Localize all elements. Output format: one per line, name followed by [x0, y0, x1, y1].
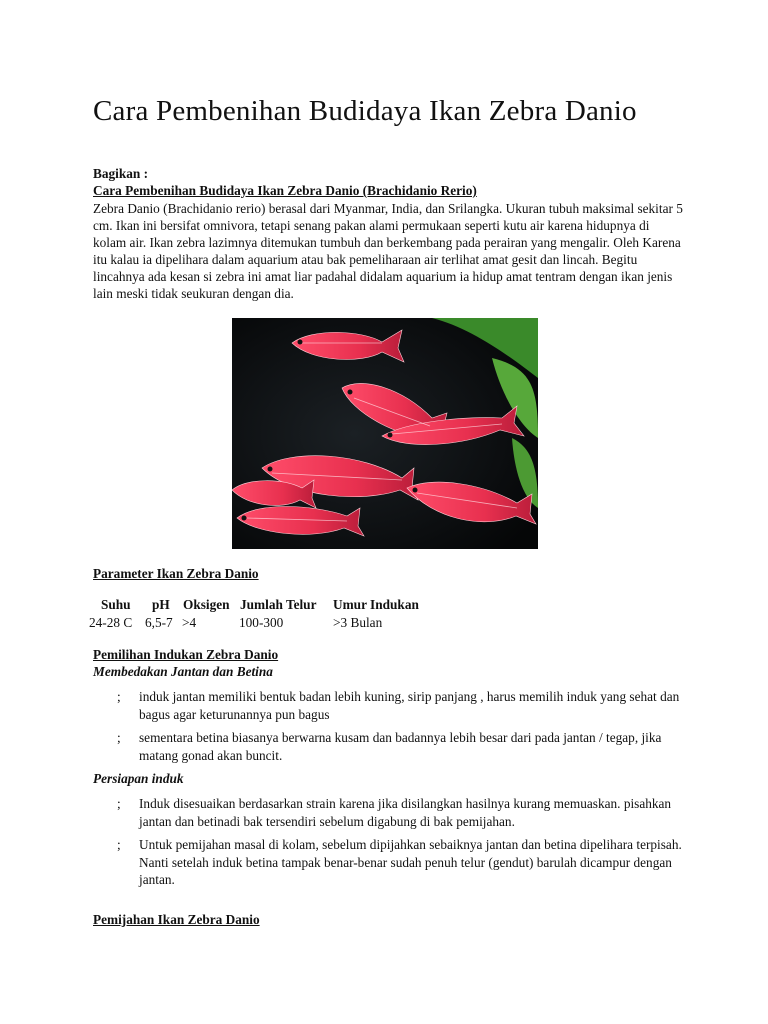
pemijahan-heading: Pemijahan Ikan Zebra Danio	[93, 912, 260, 927]
header-suhu: Suhu	[101, 597, 131, 612]
cell-suhu: 24-28 C	[89, 615, 133, 630]
page-title: Cara Pembenihan Budidaya Ikan Zebra Danio	[93, 95, 637, 127]
cell-umur-indukan: >3 Bulan	[333, 615, 383, 630]
list-item: ; Untuk pemijahan masal di kolam, sebelum dipijahkan sebaiknya jantan dan betina dipelihara terpisah. Nanti setelah induk betina tampak benar-benar sudah penuh telur (gendut) barulah dicampur dengan jantan.	[117, 837, 682, 887]
cell-oksigen: >4	[182, 615, 197, 630]
header-jumlah-telur: Jumlah Telur	[240, 597, 317, 612]
list-item: ; sementara betina biasanya berwarna kusam dan badannya lebih besar dari pada jantan / tegap, jika matang gonad akan buncit.	[117, 730, 662, 763]
persiapan-subheading: Persiapan induk	[93, 771, 184, 786]
zebra-danio-photo	[232, 318, 538, 549]
cell-ph: 6,5-7	[145, 615, 173, 630]
list-item: ; induk jantan memiliki bentuk badan lebih kuning, sirip panjang , harus memilih induk yang sehat dan bagus agar keturunannya pun bagus	[117, 689, 680, 722]
share-label: Bagikan :	[93, 166, 149, 181]
header-umur-indukan: Umur Indukan	[333, 597, 419, 612]
persiapan-list	[93, 795, 683, 895]
cell-jumlah-telur: 100-300	[239, 615, 284, 630]
subtitle-link[interactable]: Cara Pembenihan Budidaya Ikan Zebra Danio (Brachidanio Rerio)	[93, 183, 477, 198]
intro-paragraph: Zebra Danio (Brachidanio rerio) berasal dari Myanmar, India, dan Srilangka. Ukuran tubuh maksimal sekitar 5 cm. Ikan ini bersifat omnivora, tetapi senang pakan alami permukaan seperti kutu air karena hidupnya di kolam air. Ikan zebra lazimnya ditemukan tumbuh dan berkembang pada perairan yang mengalir. Oleh Karena itu kalau ia dipelihara dalam aquarium atau bak pemeliharaan air terlihat amat gesit dan lincah. Begitu lincahnya ada kesan si zebra ini amat liar padahal didalam aquarium ia hidup amat tentram dengan ikan jenis lain meski tidak seukuran dengan dia.	[93, 201, 683, 301]
membedakan-list	[93, 688, 683, 770]
header-oksigen: Oksigen	[183, 597, 230, 612]
list-item: ; Induk disesuaikan berdasarkan strain karena jika disilangkan hasilnya kurang memuaskan. pisahkan jantan dan betinadi bak tersendiri sebelum digabung di bak pemijahan.	[117, 796, 672, 829]
membedakan-subheading: Membedakan Jantan dan Betina	[93, 664, 273, 679]
header-ph: pH	[152, 597, 170, 612]
parameter-heading: Parameter Ikan Zebra Danio	[93, 566, 259, 581]
pemilihan-heading: Pemilihan Indukan Zebra Danio	[93, 647, 279, 662]
